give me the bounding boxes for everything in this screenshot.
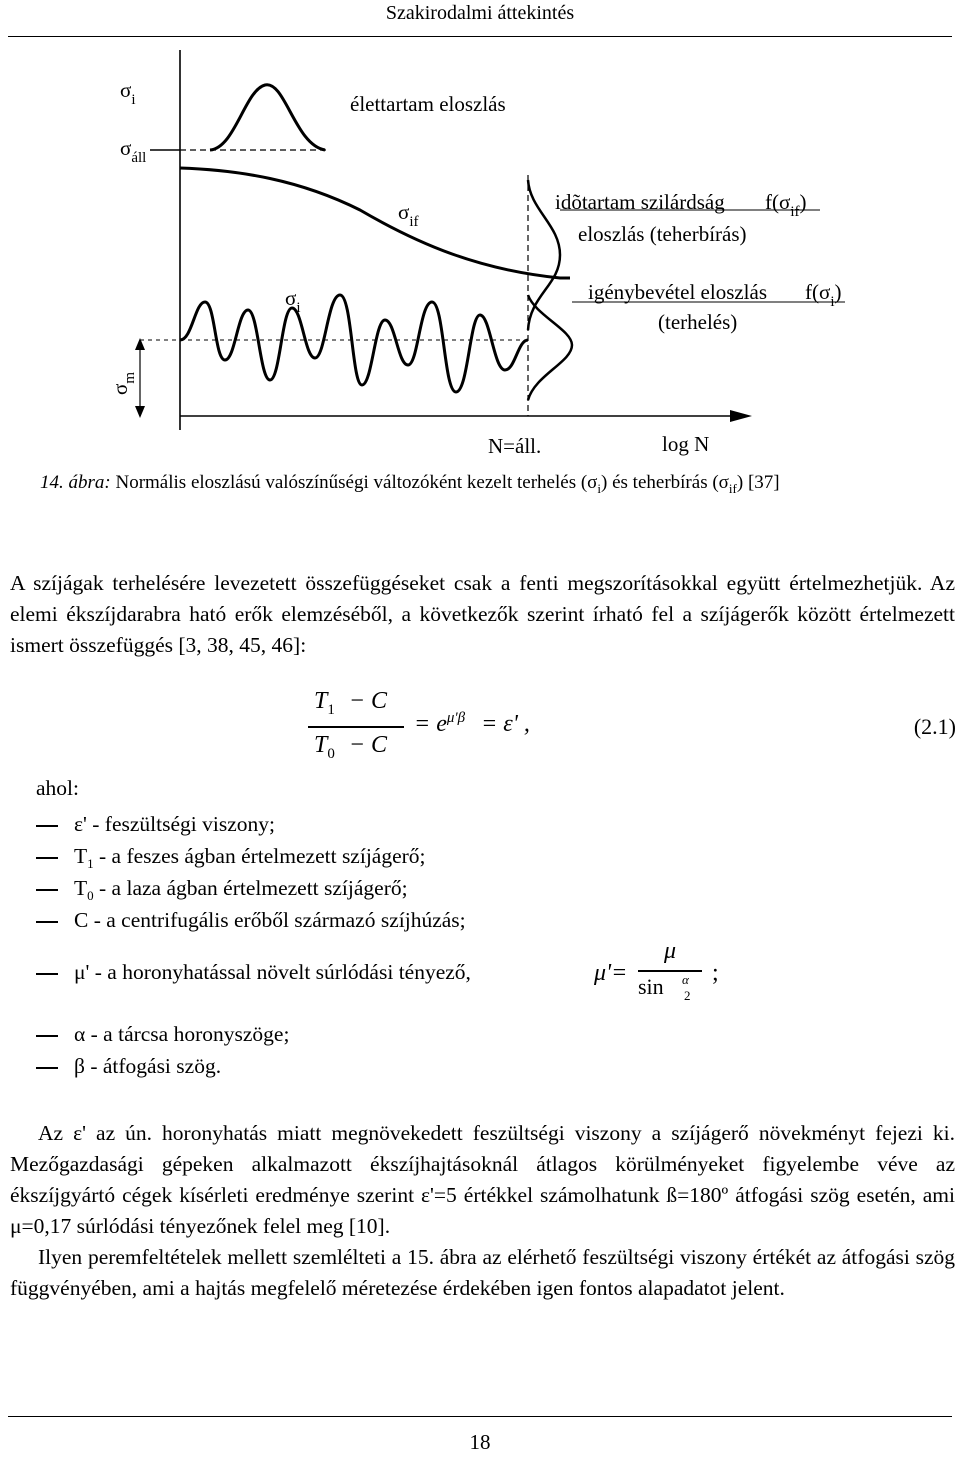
body-paragraph-1: Az ε' az ún. horonyhatás miatt megnövekedett feszültségi viszony a szíjágerő növekményt fejezi ki. Mezőgazdasági gépeken alkalmazott ékszíjhajtásoknál átlagos körülményeket figyelembe véve az ékszíjgyártó cégek kísérleti eredménye szerint ε'=5 értékkel számolhatunk ß=180º átfogási szög esetén, ami μ=0,17 súrlódási tényezőnek felel meg [10]. [10,1121,955,1238]
dash-bullet [36,921,58,923]
header-rule [8,36,952,37]
dash-bullet [36,1067,58,1069]
dash-bullet [36,973,58,975]
strength-func-label: $f(\sigma_{if})$ [765,190,807,220]
dash-bullet [36,857,58,859]
list-item: β - átfogási szög. [36,1054,221,1079]
mu-formula: μ'= μ sin α 2 ; [594,938,719,1003]
strength-label-2: eloszlás (teherbírás) [578,222,747,246]
sigma-i-axis-label: $\sigma_i$ [120,78,136,108]
equation-2-1 [300,688,960,778]
sigma-all-label: $\sigma_{áll}$ [120,136,147,166]
list-item: α - a tárcsa horonyszöge; [36,1022,289,1047]
sigma-i-mid-label: $\sigma_i$ [285,286,301,316]
lifetime-label: élettartam eloszlás [350,92,506,116]
list-item: C - a centrifugális erőből származó szíjhúzás; [36,908,466,933]
dash-bullet [36,889,58,891]
body-text [10,1118,955,1304]
dash-bullet [36,1035,58,1037]
lifetime-distribution-curve [210,85,325,150]
ahol-label: ahol: [36,776,79,800]
list-item: ε' - feszültségi viszony; [36,812,275,837]
figure-14 [0,40,960,500]
load-label-2: (terhelés) [658,310,738,334]
intro-text: A szíjágak terhelésére levezetett összefüggéseket csak a fenti megszorításokkal együtt értelmezhetjük. Az elemi ékszíjdarabra ható erők elemzéséből, a következők szerint írható fel a szíjágerők között értelmezett ismert összefüggés [3, 38, 45, 46]: [10,571,955,657]
load-label-1: igénybevétel eloszlás [588,280,768,304]
page-number: 18 [469,1430,491,1454]
list-item: $T_0$ - a laza ágban értelmezett szíjágerő; [36,876,408,901]
caption-number: 14. ábra: [40,472,111,493]
header-title: Szakirodalmi áttekintés [385,2,575,24]
n-const-label: N=áll. [488,434,542,458]
body-paragraph-2: Ilyen peremfeltételek mellett szemlélteti a 15. ábra az elérhető feszültségi viszony értékét az átfogási szög függvényében, ami a hajtás megfelelő méretezése érdekében igen fontos alapadatot jelent. [10,1245,955,1300]
sigma-m-label: $\sigma_m$ [108,372,138,395]
eq-number: (2.1) [913,714,956,739]
load-wave [180,295,528,392]
footer-rule [8,1416,952,1417]
list-item: μ' - a horonyhatással növelt súrlódási tényező, [36,960,471,985]
list-item: $T_1$ - a feszes ágban értelmezett szíjágerő; [36,844,426,869]
dash-bullet [36,825,58,827]
eq-rhs: = $e^{\mu'\beta} = \varepsilon'$ , [414,710,530,737]
load-func-label: $f(\sigma_i)$ [805,280,842,310]
strength-curve [180,168,570,278]
sigma-m-arrow-bottom [135,406,145,418]
sigma-if-label: $\sigma_{if}$ [398,200,419,230]
intro-paragraph [10,568,955,661]
mu-fraction-bar [638,970,702,972]
definition-list [36,812,936,1092]
x-axis-arrow [730,410,752,422]
log-n-label: log N [662,432,710,456]
strength-label-1: idõtartam szilárdság [555,190,725,214]
eq-fraction-bar [308,726,404,728]
eq-denominator: $T_0 - C$ [314,732,388,762]
running-header [0,0,960,34]
eq-numerator: $T_1 - C$ [314,688,388,718]
figure-caption: 14. ábra: Normális eloszlású valószínűségi változóként kezelt terhelés $(\sigma_i)$ és teherbírás $(\sigma_{if})$ [37] [40,472,780,496]
load-distribution-curve [528,295,572,400]
